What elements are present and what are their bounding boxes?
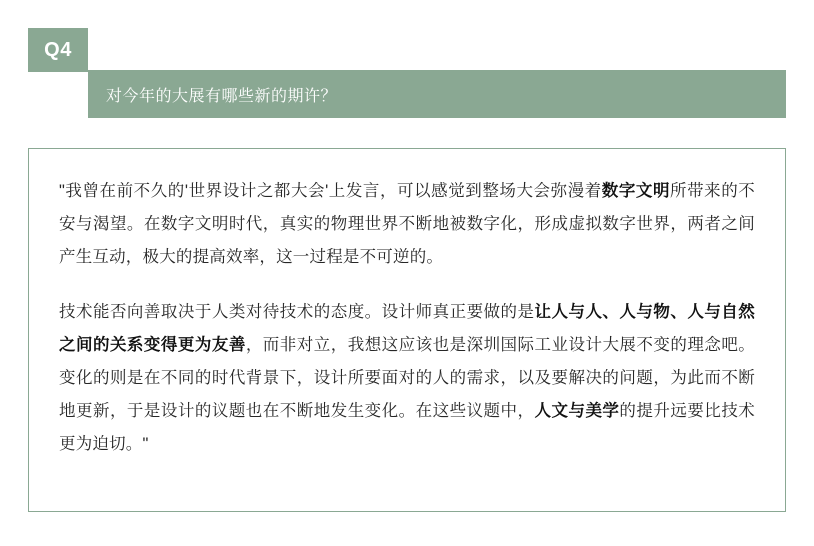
answer-text: 的提升远要比技术更为迫切。" bbox=[59, 402, 755, 453]
answer-emphasis-text: 数字文明 bbox=[601, 182, 671, 200]
answer-paragraph bbox=[59, 175, 755, 274]
answer-text: ，而非对立，我想这应该也是深圳国际工业设计大展不变的理念吧。变化的则是在不同的时代背景下，设计所要面对的人的需求，以及要解决的问题，为此而不断地更新，于是设计的议题也在不断地发生变化。在这些议题中， bbox=[59, 336, 756, 420]
answer-emphasis-text: 让人与人、人与物、人与自然之间的关系变得更为友善 bbox=[59, 303, 755, 354]
question-bar bbox=[88, 70, 786, 118]
answer-body bbox=[59, 175, 755, 461]
answer-text: 所带来的不安与渴望。在数字文明时代，真实的物理世界不断地被数字化，形成虚拟数字世界，两者之间产生互动，极大的提高效率，这一过程是不可逆的。 bbox=[59, 182, 755, 266]
answer-text: 技术能否向善取决于人类对待技术的态度。设计师真正要做的是 bbox=[59, 303, 535, 321]
answer-paragraph bbox=[59, 296, 755, 461]
answer-emphasis-text: 人文与美学 bbox=[534, 402, 620, 420]
answer-text: "我曾在前不久的'世界设计之都大会'上发言，可以感觉到整场大会弥漫着 bbox=[59, 182, 602, 200]
question-text: 对今年的大展有哪些新的期许？ bbox=[106, 87, 338, 105]
answer-box bbox=[28, 148, 786, 512]
question-number-label: Q4 bbox=[44, 38, 72, 61]
question-number-badge bbox=[28, 28, 88, 72]
